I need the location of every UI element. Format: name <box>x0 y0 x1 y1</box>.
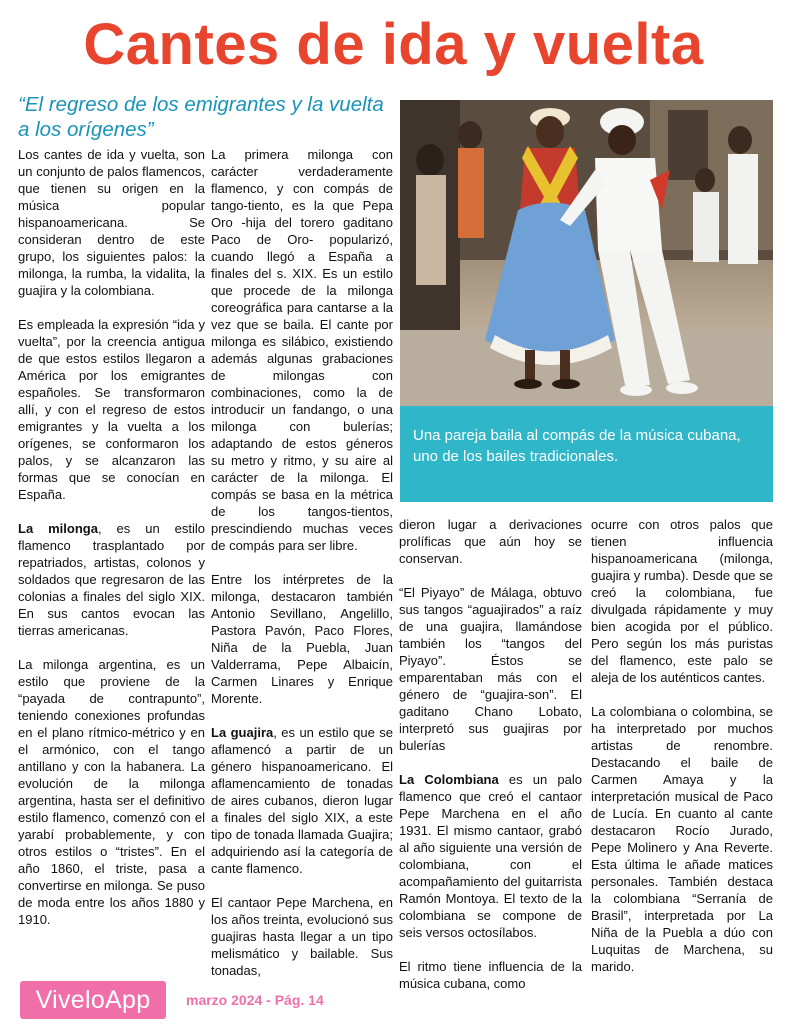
dancing-couple-photo <box>400 100 773 406</box>
paragraph: La primera milonga con carácter verdaderamente flamenco, y con compás de tango-tiento, es la que Pepa Oro -hija del torero gaditano Paco de Oro- popularizó, cuando llegó a España a finales del s. XIX. Es un estilo que procede de la milonga coreográfica para cantarse a la vez que se baila. El cante por milonga es silábico, existiendo además algunas grabaciones de milongas con combinaciones, como la de introducir un fandango, o una milonga con bulerías; adaptando de estos géneros su metro y ritmo, y su aire al carácter de la milonga. El compás se basa en la métrica de los tangos-tientos, prescindiendo muchas veces de compás para ser libre. <box>211 147 393 553</box>
section-term: La guajira <box>211 725 274 740</box>
paragraph: Entre los intérpretes de la milonga, destacaron también Antonio Sevillano, Angelillo, Pastora Pavón, Paco Flores, Niña de la Puebla, Juan Valderrama, Pepe Albaicín, Carmen Linares y Enrique Morente. <box>211 572 393 706</box>
section-term: La Colombiana <box>399 772 499 787</box>
paragraph: ocurre con otros palos que tienen influencia hispanoamericana (milonga, guajira y rumba). Desde que se creó la colombiana, fue divulgada rápidamente y muy bien acogida por el público. Pero según los más puristas del flamenco, este palo se aleja de los auténticos cantes. <box>591 517 773 685</box>
paragraph: La milonga, es un estilo flamenco trasplantado por repatriados, artistas, colonos y soldados que regresaron de las colonias a finales del siglo XIX. En sus cantos evocan las tierras americanas. <box>18 521 205 638</box>
article-subtitle: “El regreso de los emigrantes y la vuelta a los orígenes” <box>18 93 384 141</box>
paragraph: Los cantes de ida y vuelta, son un conjunto de palos flamencos, que tienen su origen en la música popular hispanoamericana. Se consideran dentro de este grupo, los siguientes palos: la milonga, la rumba, la vidalita, la guajira y la colombiana. <box>18 147 205 298</box>
photo-illustration <box>400 100 773 406</box>
text-column-4 <box>591 516 773 975</box>
text-column-1 <box>18 146 205 928</box>
photo-caption: Una pareja baila al compás de la música cubana, uno de los bailes tradicionales. <box>413 427 741 465</box>
text-column-3 <box>399 516 582 992</box>
page-footer: marzo 2024 - Pág. 14 <box>186 992 324 1008</box>
paragraph: dieron lugar a derivaciones prolíficas que aún hoy se conservan. <box>399 517 582 566</box>
paragraph: “El Piyayo” de Málaga, obtuvo sus tangos “aguajirados” a raíz de una guajira, llamándose también los “tangos del Piyayo”. Éstos se emparentaban más con el género de “guajira-son”. El gaditano Chano Lobato, interpretó sus guajiras por bulerías <box>399 585 582 753</box>
paragraph: La milonga argentina, es un estilo que proviene de la “payada de contrapunto”, teniendo conexiones profundas en el plano rítmico-métrico y en el armónico, con el tango antillano y con la habanera. La evolución de la milonga argentina, hasta ser el definitivo estilo flamenco, comenzó con el yarabí probablemente, y con otros estilos o “tristes”. En el año 1860, el triste, pasa a convertirse en milonga. Se puso de moda entre los años 1880 y 1910. <box>18 657 205 927</box>
paragraph: El ritmo tiene influencia de la música cubana, como <box>399 959 582 991</box>
section-term: La milonga <box>18 521 98 536</box>
paragraph: Es empleada la expresión “ida y vuelta”, por la creencia antigua de que estos estilos llegaron a América por los emigrantes españoles. Se transformaron allí, y con el regreso de estos emigrantes y la vuelta a los orígenes, se conformaron los palos, y se alcanzaron las formas que se conocían en España. <box>18 317 205 502</box>
text-column-2 <box>211 146 393 979</box>
paragraph: La Colombiana es un palo flamenco que creó el cantaor Pepe Marchena en el año 1931. El mismo cantaor, grabó al año siguiente una versión de colombiana, con el acompañamiento del guitarrista Ramón Montoya. El texto de la colombiana se compone de seis versos octosílabos. <box>399 772 582 940</box>
viveloapp-logo[interactable]: ViveloApp <box>20 981 166 1019</box>
paragraph: La guajira, es un estilo que se aflamencó a partir de un género hispanoamericano. El aflamencamiento de tonadas de aires cubanos, dieron lugar a finales del siglo XIX, a este tipo de tonada llamada Guajira; adquiriendo así la categoría de cante flamenco. <box>211 725 393 876</box>
article-title: Cantes de ida y vuelta <box>83 12 704 77</box>
paragraph: El cantaor Pepe Marchena, en los años treinta, evolucionó sus guajiras hasta llegar a un tipo melismático y bailable. Sus tonadas, <box>211 895 393 978</box>
paragraph: La colombiana o colombina, se ha interpretado por muchos artistas de renombre. Destacando el baile de Carmen Amaya y la interpretación musical de Paco de Lucía. En cuanto al cante destacaron Rocío Jurado, Pepe Molinero y Ana Reverte. Esta última le añade matices personales. También destaca la colombiana “Serranía de Brasil”, interpretada por La Niña de la Puebla a dúo con Luquitas de Marchena, su marido. <box>591 704 773 974</box>
